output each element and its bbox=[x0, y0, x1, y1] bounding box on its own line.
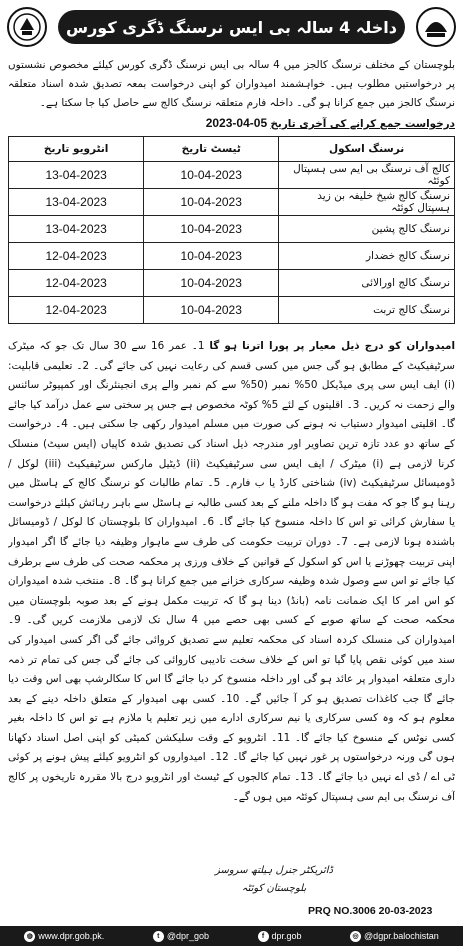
twitter-icon: t bbox=[153, 931, 164, 942]
interview-date: 13-04-2023 bbox=[9, 162, 144, 189]
header-interview-date: انٹرویو تاریخ bbox=[9, 137, 144, 162]
header-college: نرسنگ اسکول bbox=[279, 137, 455, 162]
header bbox=[6, 6, 457, 52]
table-row bbox=[9, 270, 455, 297]
globe-icon: ◍ bbox=[24, 931, 35, 942]
interview-date: 12-04-2023 bbox=[9, 243, 144, 270]
test-date: 10-04-2023 bbox=[144, 270, 279, 297]
facebook-icon: f bbox=[258, 931, 269, 942]
criteria-heading: امیدواران کو درج ذیل معیار پر پورا اترنا ہو گا bbox=[209, 340, 455, 352]
footer-item-twitter[interactable] bbox=[153, 931, 209, 942]
table-header-row bbox=[9, 137, 455, 162]
test-date: 10-04-2023 bbox=[144, 189, 279, 216]
intro-paragraph: بلوچستان کے مختلف نرسنگ کالجز میں 4 سالہ بی ایس نرسنگ ڈگری کورس کیلئے مخصوص نشستوں پر درخواستیں مطلوب ہیں۔ خواہشمند امیدواران کو اپنی درخواست بمعہ تصدیق شدہ اسناد متعلقہ نرسنگ کالجز میں جمع کرانا ہو گی۔ داخلہ فارم متعلقہ نرسنگ کالج سے حاصل کیا جا سکتا ہے۔ bbox=[8, 59, 455, 109]
test-date: 10-04-2023 bbox=[144, 243, 279, 270]
college-name: کالج آف نرسنگ بی ایم سی ہسپتال کوئٹہ bbox=[279, 162, 455, 189]
college-name: نرسنگ کالج تربت bbox=[279, 297, 455, 324]
page-title: داخلہ 4 سالہ بی ایس نرسنگ ڈگری کورس bbox=[66, 17, 397, 37]
table-row bbox=[9, 189, 455, 216]
eligibility-criteria bbox=[8, 337, 455, 845]
college-name: نرسنگ کالج اورالائی bbox=[279, 270, 455, 297]
table-row bbox=[9, 297, 455, 324]
college-name: نرسنگ کالج شیخ خلیفہ بن زید ہسپتال کوئٹہ bbox=[279, 189, 455, 216]
interview-date: 13-04-2023 bbox=[9, 189, 144, 216]
signature-location: بلوچستان کوئٹہ bbox=[241, 883, 307, 894]
interview-date: 12-04-2023 bbox=[9, 270, 144, 297]
schedule-table bbox=[8, 136, 455, 324]
govt-logo-left-icon bbox=[6, 6, 48, 48]
table-row bbox=[9, 216, 455, 243]
signature-title: ڈائریکٹر جنرل ہیلتھ سروسز bbox=[214, 865, 333, 876]
footer-label: @dgpr.balochistan bbox=[364, 931, 439, 941]
govt-logo-right-icon bbox=[415, 6, 457, 48]
table-row bbox=[9, 243, 455, 270]
footer-label: dpr.gob bbox=[271, 931, 302, 941]
deadline-label: درخواست جمع کرانے کی آخری تاریخ bbox=[270, 118, 455, 130]
test-date: 10-04-2023 bbox=[144, 216, 279, 243]
footer-item-instagram[interactable] bbox=[350, 931, 439, 942]
footer-bar bbox=[0, 926, 463, 946]
title-banner bbox=[58, 10, 405, 44]
test-date: 10-04-2023 bbox=[144, 162, 279, 189]
footer-label: @dpr_gob bbox=[166, 931, 209, 941]
instagram-icon: ◎ bbox=[350, 931, 361, 942]
college-name: نرسنگ کالج پشین bbox=[279, 216, 455, 243]
footer-item-facebook[interactable] bbox=[258, 931, 302, 942]
table-row bbox=[9, 162, 455, 189]
signature-block bbox=[215, 862, 333, 898]
footer-label: www.dpr.gob.pk. bbox=[38, 931, 105, 941]
footer-item-web[interactable] bbox=[24, 931, 104, 942]
college-name: نرسنگ کالج خضدار bbox=[279, 243, 455, 270]
prq-number: PRQ NO.3006 20-03-2023 bbox=[308, 905, 433, 917]
interview-date: 13-04-2023 bbox=[9, 216, 144, 243]
header-test-date: ٹیسٹ تاریخ bbox=[144, 137, 279, 162]
deadline-line bbox=[8, 114, 455, 133]
test-date: 10-04-2023 bbox=[144, 297, 279, 324]
deadline-date: 05-04-2023 bbox=[205, 116, 268, 130]
criteria-text: 1۔ عمر 16 سے 30 سال تک جو کہ میٹرک سرٹیفیکیٹ کے مطابق ہو گی جس میں کسی قسم کی رعایت نہیں کی جائے گی۔ 2۔ تعلیمی قابلیت: (i) ایف ایس سی پری میڈیکل 50% نمبر (50% سے کم نمبر والے پری انجینئرنگ اور کمپیوٹر سائنس والے زحمت نہ کریں۔ 3۔ اقلیتوں کے لئے 5% کوٹہ مخصوص ہے جس پر سختی سے عمل درآمد کیا جائے گا۔ اقلیتی امیدوار دستیاب نہ ہونے کی صورت میں مسلم امیدوار رکھی جا سکتی ہیں۔ 4۔ درخواست کے ساتھ دو عدد تازہ ترین تصاویر اور مندرجہ ذیل اسناد کی تصدیق شدہ کاپیاں (ایس سیٹ) منسلک کرنا لازمی ہے (i) میٹرک / ایف ایس سی سرٹیفیکیٹ (ii) ڈیٹیل مارکس سرٹیفیکیٹ (iii) لوکل / ڈومیسائل سرٹیفیکیٹ (iv) شناختی کارڈ یا ب فارم۔ 5۔ تمام طالبات کو نرسنگ کالج کے ہاسٹل میں رہنا ہو گا جو کہ مفت ہو گا داخلہ ملنے کے بعد کسی طالبہ نے ہاسٹل سے باہر رہائش کیلئے درخواست یا سفارش کرائی تو اس کا داخلہ منسوخ کیا جائے گا۔ 6۔ امیدواران کا بلوچستان کا لوکل / ڈومیسائل باشندہ ہونا لازمی ہے۔ 7۔ دوران تربیت حکومت کی طرف سے ماہوار وظیفہ دیا جائے گا اگر امیدوار اپنی تربیت چھوڑنے یا اس کو اسکول کے قوانین کے خلاف ورزی پر محکمہ صحت کی طرف سے برطرف کیا جائے تو اس سے وصول شدہ وظیفہ سرکاری خزانے میں جمع کرانا ہو گا۔ 8۔ منتخب شدہ امیدواران کو اس امر کا ایک ضمانت نامہ (بانڈ) دینا ہو گا کہ تربیت مکمل ہونے کے بعد صوبہ بلوچستان میں محکمہ صحت کے ساتھ صوبے کے کسی بھی حصے میں 4 سال تک لازمی ملازمت کریں گی۔ 9۔ امیدواران کی منسلک کردہ اسناد کی محکمہ تعلیم سے تصدیق کروائی جائے گی اگر کسی امیدوار کی سند میں کوئی نقص پایا گیا تو اس کے خلاف سخت تادیبی کاروائی کی جائے گی جس کی تمام تر ذمہ داری متعلقہ امیدوار پر عائد ہو گی اور داخلہ منسوخ کر دیا جائے گا اس کا سکالرشپ بھی اس وقت دیا جائے گا جب کاغذات تصدیق ہو کر آ جائیں گے۔ 10۔ کسی بھی امیدوار کے متعلق داخلہ دینے کے بعد معلوم ہو کہ وہ کسی سرکاری یا نیم سرکاری ادارے میں زیر تعلیم یا ملازم ہے تو اس کا داخلہ بغیر کسی نوٹس کے منسوخ کیا جائے گا۔ 11۔ انٹرویو کے وقت سلیکشن کمیٹی کو اپنی اصل اسناد دکھانا ہوں گی ورنہ درخواستوں پر غور نہیں کیا جائے گا۔ 12۔ امیدواروں کو انٹرویو کیلئے پیش ہونے پر کوئی ٹی اے / ڈی اے نہیں دیا جائے گا۔ 13۔ تمام کالجوں کے ٹیسٹ اور انٹرویو درج بالا مقررہ تاریخوں پر کالج آف نرسنگ بی ایم سی ہسپتال کوئٹہ میں ہوں گے۔ bbox=[8, 340, 455, 803]
interview-date: 12-04-2023 bbox=[9, 297, 144, 324]
